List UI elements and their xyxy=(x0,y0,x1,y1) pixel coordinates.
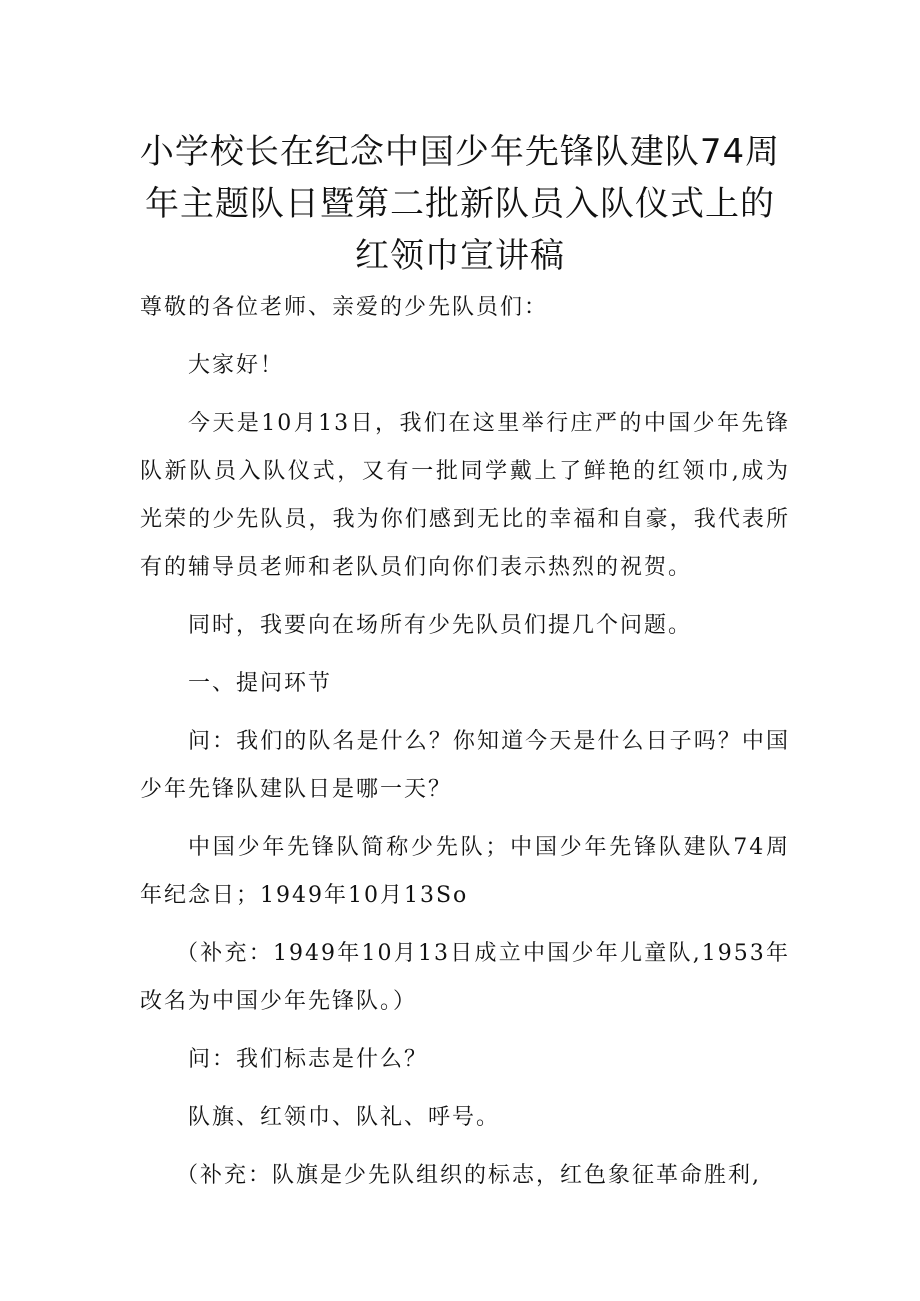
title-line-3: 红领巾宣讲稿 xyxy=(355,236,565,276)
document-body xyxy=(140,284,790,1210)
paragraph-questions-lead: 同时，我要向在场所有少先队员们提几个问题。 xyxy=(188,613,693,638)
question-2: 问：我们标志是什么？ xyxy=(188,1047,429,1072)
supplement-1: （补充：1949年10月13日成立中国少年儿童队,1953年改名为中国少年先锋队。） xyxy=(140,941,790,1014)
greeting: 大家好！ xyxy=(188,353,285,378)
section-heading: 一、提问环节 xyxy=(188,671,333,696)
answer-1: 中国少年先锋队简称少先队；中国少年先锋队建队74周年纪念日；1949年10月13So xyxy=(140,835,790,908)
question-1: 问：我们的队名是什么？你知道今天是什么日子吗？中国少年先锋队建队日是哪一天？ xyxy=(140,729,790,802)
title-line-2: 年主题队日暨第二批新队员入队仪式上的 xyxy=(145,184,775,224)
document-title xyxy=(130,126,790,282)
supplement-2: （补充：队旗是少先队组织的标志，红色象征革命胜利, xyxy=(176,1163,761,1188)
paragraph-intro: 今天是10月13日，我们在这里举行庄严的中国少年先锋队新队员入队仪式，又有一批同学戴上了鲜艳的红领巾,成为光荣的少先队员，我为你们感到无比的幸福和自豪，我代表所有的辅导员老师和老队员们向你们表示热烈的祝贺。 xyxy=(140,411,790,580)
answer-2: 队旗、红领巾、队礼、呼号。 xyxy=(188,1105,501,1130)
salutation: 尊敬的各位老师、亲爱的少先队员们： xyxy=(140,295,549,320)
title-line-1: 小学校长在纪念中国少年先锋队建队74周 xyxy=(139,132,781,172)
